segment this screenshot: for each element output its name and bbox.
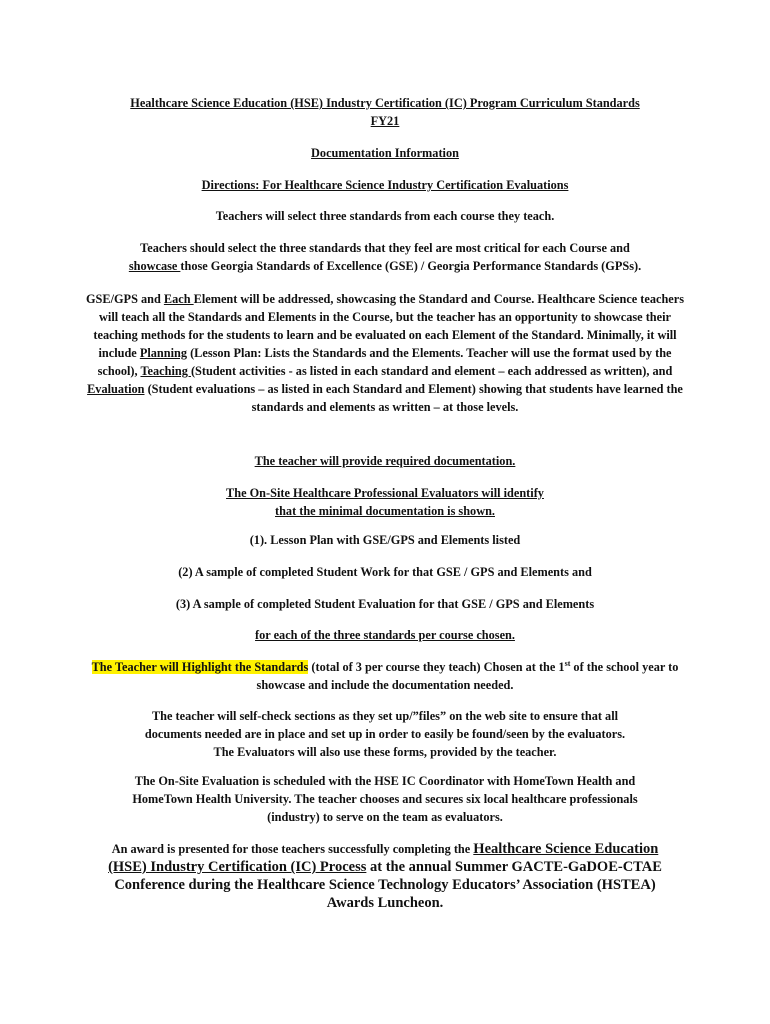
evaluation-word: Evaluation — [87, 382, 145, 396]
title-line-1: Healthcare Science Education (HSE) Industry Certification (IC) Program Curriculum Standards — [130, 96, 640, 110]
document-title — [80, 94, 690, 130]
planning-word: Planning — [139, 346, 187, 360]
highlight-text-b: of the school year to showcase and include the documentation needed. — [256, 660, 679, 692]
self-check-line-3: The Evaluators will also use these forms, provided by the teacher. — [213, 745, 557, 759]
teaching-word: Teaching — [140, 364, 191, 378]
critical-standards-paragraph — [80, 239, 690, 275]
each-word: Each — [163, 292, 194, 306]
self-check-line-2: documents needed are in place and set up in order to easily be found/seen by the evaluators. — [144, 727, 626, 741]
list-item-2: (2) A sample of completed Student Work for that GSE / GPS and Elements and — [178, 565, 592, 579]
gse-text-a: GSE/GPS and — [85, 292, 164, 306]
award-text-a: An award is presented for those teachers successfully completing the — [111, 842, 474, 856]
title-line-2: FY21 — [370, 114, 400, 128]
onsite-line-2: HomeTown Health University. The teacher chooses and secures six local healthcare professionals — [132, 792, 638, 806]
self-check-paragraph — [80, 707, 690, 761]
directions-heading — [80, 176, 690, 194]
for-each-text: for each of the three standards per course chosen. — [255, 628, 515, 642]
gse-gps-paragraph — [80, 290, 690, 416]
highlighted-instruction: The Teacher will Highlight the Standards — [91, 660, 309, 674]
list-item-3: (3) A sample of completed Student Evaluation for that GSE / GPS and Elements — [175, 597, 595, 611]
gse-text-b: Element will be addressed, showcasing the Standard and Course. Healthcare Science teachers will teach all the Standards and Elements in the Course, but the teacher has an opportunity to showcase their teaching methods for the students to learn and be evaluated on each Element of the Standard. Minimally, it will include — [93, 292, 685, 360]
award-process-name: Healthcare Science Education (HSE) Industry Certification (IC) Process — [108, 841, 659, 875]
documentation-info-heading — [80, 144, 690, 162]
onsite-line-3: (industry) to serve on the team as evaluators. — [267, 810, 503, 824]
ordinal-suffix: st — [564, 658, 571, 668]
onsite-evaluation-paragraph — [80, 772, 690, 826]
highlight-text-a: (total of 3 per course they teach) Chosen at the 1 — [308, 660, 565, 674]
directions-text: Directions: For Healthcare Science Industry Certification Evaluations — [201, 178, 569, 192]
gse-text-d: (Student activities - as listed in each standard and element – each addressed as written), and — [190, 364, 673, 378]
gse-text-c: (Lesson Plan: Lists the Standards and the Elements. Teacher will use the format used by the school), — [97, 346, 672, 378]
evaluators-line-1: The On-Site Healthcare Professional Evaluators will identify — [226, 486, 544, 500]
evaluators-paragraph — [80, 484, 690, 520]
critical-text-b: those Georgia Standards of Excellence (GSE) / Georgia Performance Standards (GPSs). — [180, 259, 642, 273]
onsite-line-1: The On-Site Evaluation is scheduled with the HSE IC Coordinator with HomeTown Health and — [134, 774, 636, 788]
list-item-1: (1). Lesson Plan with GSE/GPS and Elements listed — [249, 533, 521, 547]
critical-text-a: Teachers should select the three standards that they feel are most critical for each Course and — [140, 241, 630, 255]
gse-text-e: (Student evaluations – as listed in each Standard and Element) showing that students have learned the standards and elements as written – at those levels. — [144, 382, 683, 414]
showcase-word: showcase — [128, 259, 181, 273]
documentation-info-text: Documentation Information — [311, 146, 459, 160]
highlight-paragraph — [80, 658, 690, 694]
self-check-line-1: The teacher will self-check sections as they set up/”files” on the web site to ensure that all — [151, 709, 619, 723]
evaluators-line-2: that the minimal documentation is shown. — [275, 504, 495, 518]
select-standards-paragraph: Teachers will select three standards from each course they teach. — [215, 209, 555, 223]
required-documentation-line — [80, 452, 690, 470]
award-paragraph — [95, 840, 675, 912]
for-each-line — [80, 626, 690, 644]
award-text-b: at the annual Summer GACTE-GaDOE-CTAE Conference during the Healthcare Science Technology Educators’ Association (HSTEA) Awards Luncheon. — [114, 859, 662, 911]
required-documentation-text: The teacher will provide required documentation. — [254, 454, 516, 468]
